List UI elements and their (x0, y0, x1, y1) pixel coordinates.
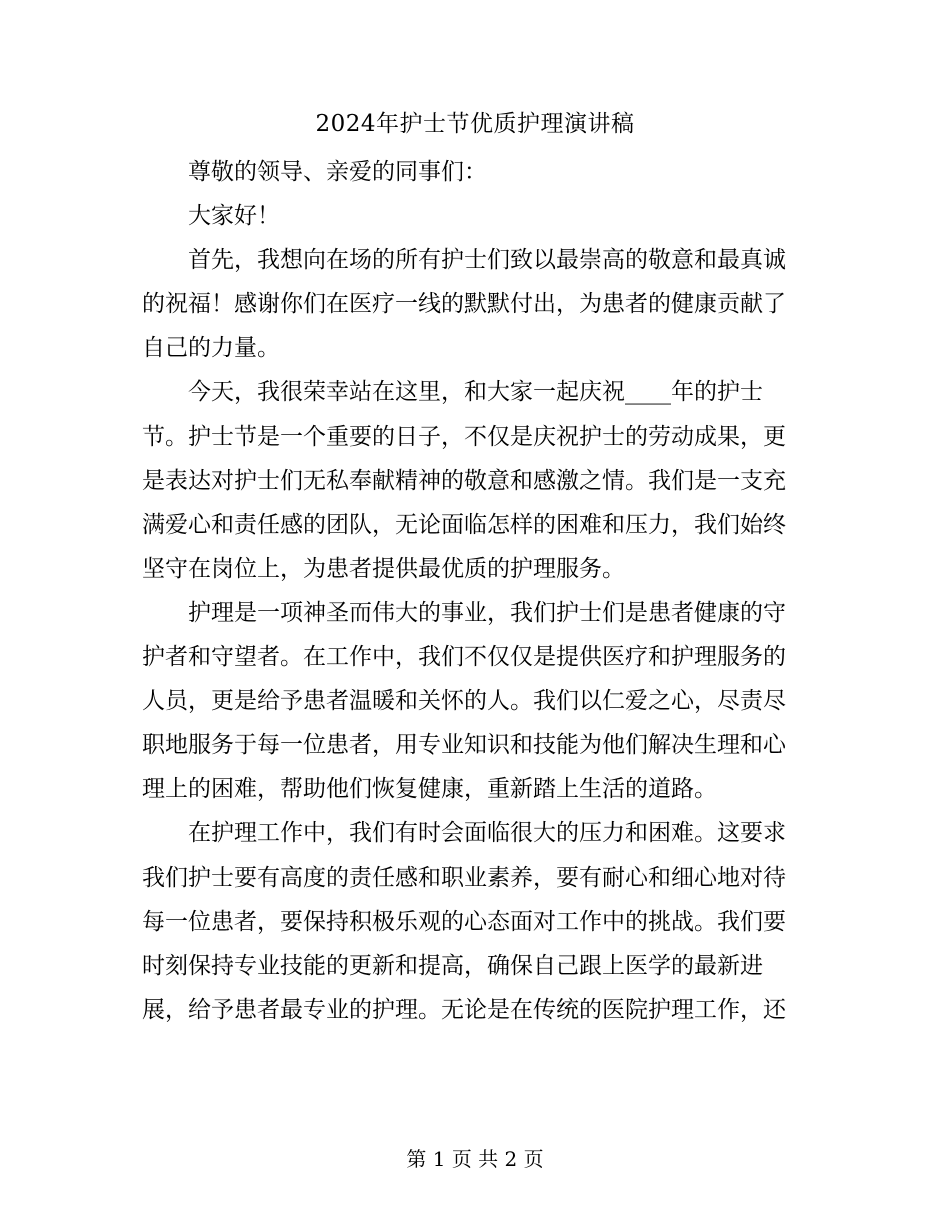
text-line: 人员，更是给予患者温暖和关怀的人。我们以仁爱之心，尽责尽 (142, 688, 786, 715)
text-line: 坚守在岗位上，为患者提供最优质的护理服务。 (142, 555, 625, 582)
text-line: 节。护士节是一个重要的日子，不仅是庆祝护士的劳动成果，更 (142, 423, 786, 450)
text-line: 自己的力量。 (142, 335, 280, 362)
text-line: 时刻保持专业技能的更新和提高，确保自己跟上医学的最新进 (142, 952, 763, 979)
text-line: 护理是一项神圣而伟大的事业，我们护士们是患者健康的守 (188, 599, 786, 626)
text-line: 展，给予患者最专业的护理。无论是在传统的医院护理工作，还 (142, 996, 786, 1023)
text-line: 的祝福！感谢你们在医疗一线的默默付出，为患者的健康贡献了 (142, 291, 786, 318)
text-line: 职地服务于每一位患者，用专业知识和技能为他们解决生理和心 (142, 732, 786, 759)
text-line: 大家好！ (188, 203, 280, 230)
text-line: 是表达对护士们无私奉献精神的敬意和感激之情。我们是一支充 (142, 467, 786, 494)
document-body (142, 150, 802, 1032)
document-title: 2024年护士节优质护理演讲稿 (315, 111, 635, 137)
text-line: 我们护士要有高度的责任感和职业素养，要有耐心和细心地对待 (142, 864, 786, 891)
text-line: 满爱心和责任感的团队，无论面临怎样的困难和压力，我们始终 (142, 511, 786, 538)
text-line: 理上的困难，帮助他们恢复健康，重新踏上生活的道路。 (142, 776, 717, 803)
text-line: 今天，我很荣幸站在这里，和大家一起庆祝____年的护士 (188, 379, 763, 406)
page-footer: 第 1 页 共 2 页 (406, 1147, 544, 1171)
text-line: 首先，我想向在场的所有护士们致以最崇高的敬意和最真诚 (188, 247, 786, 274)
text-line: 在护理工作中，我们有时会面临很大的压力和困难。这要求 (188, 820, 786, 847)
text-line: 每一位患者，要保持积极乐观的心态面对工作中的挑战。我们要 (142, 908, 786, 935)
text-line: 护者和守望者。在工作中，我们不仅仅是提供医疗和护理服务的 (142, 644, 786, 671)
text-line: 尊敬的领导、亲爱的同事们： (188, 159, 487, 185)
